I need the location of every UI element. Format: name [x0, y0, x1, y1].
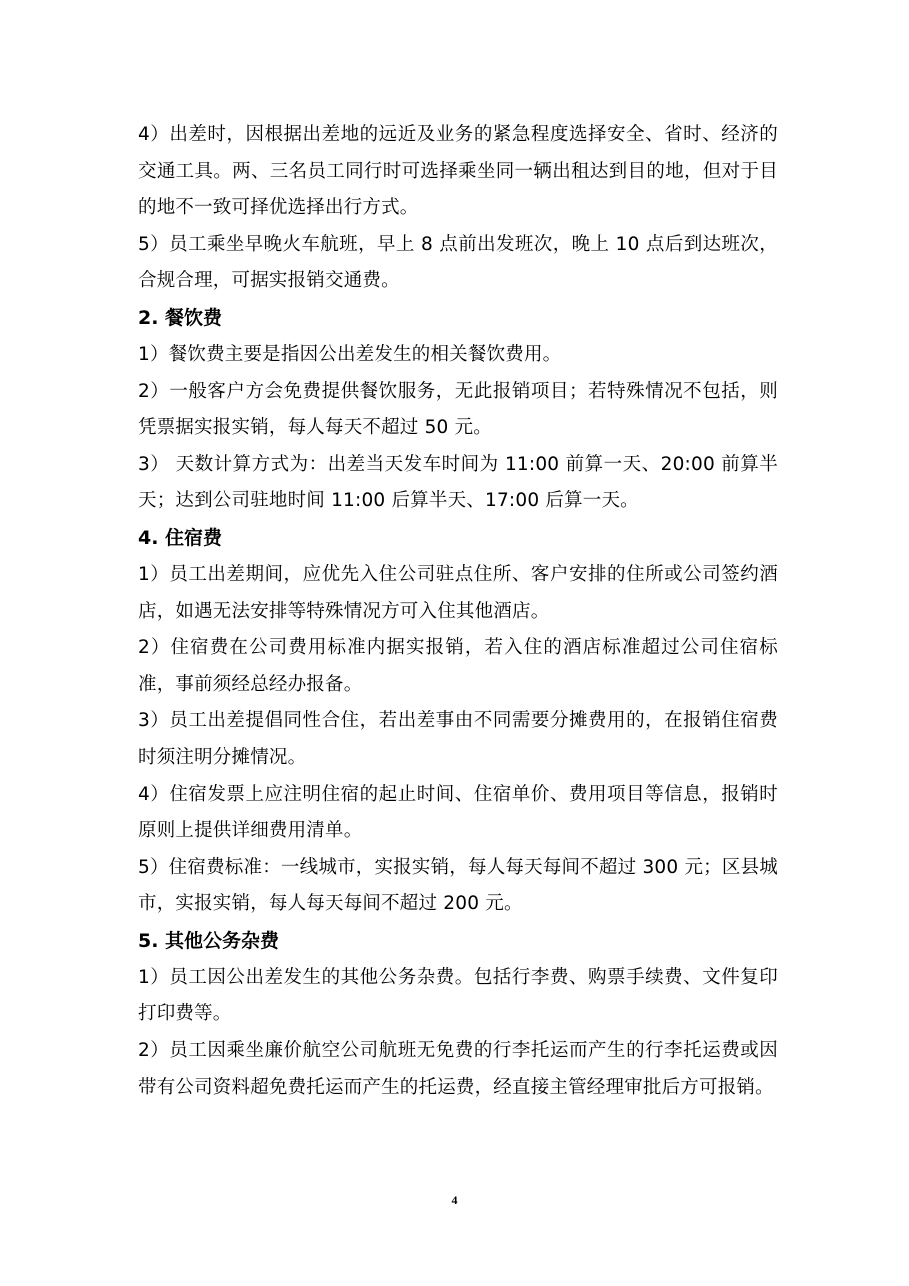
paragraph: 4）出差时，因根据出差地的远近及业务的紧急程度选择安全、省时、经济的交通工具。两、三名员工同行时可选择乘坐同一辆出租达到目的地，但对于目的地不一致可择优选择出行方式。: [138, 124, 778, 219]
section-heading: 4. 住宿费: [138, 526, 223, 549]
page-number: 4: [451, 1193, 458, 1207]
paragraph: 3） 天数计算方式为：出差当天发车时间为 11:00 前算一天、20:00 前算半天；达到公司驻地时间 11:00 后算半天、17:00 后算一天。: [138, 453, 778, 512]
paragraph: 1）员工因公出差发生的其他公务杂费。包括行李费、购票手续费、文件复印打印费等。: [138, 966, 778, 1025]
paragraph: 5）住宿费标准：一线城市，实报实销，每人每天每间不超过 300 元；区县城市，实报实销，每人每天每间不超过 200 元。: [138, 856, 778, 915]
section-heading: 5. 其他公务杂费: [138, 929, 280, 952]
paragraph: 1）餐饮费主要是指因公出差发生的相关餐饮费用。: [138, 343, 562, 365]
paragraph: 5）员工乘坐早晚火车航班，早上 8 点前出发班次，晚上 10 点后到达班次，合规合理，可据实报销交通费。: [138, 233, 778, 292]
paragraph: 2）员工因乘坐廉价航空公司航班无免费的行李托运而产生的行李托运费或因带有公司资料超免费托运而产生的托运费，经直接主管经理审批后方可报销。: [138, 1040, 778, 1098]
paragraph: 2）一般客户方会免费提供餐饮服务，无此报销项目；若特殊情况不包括，则凭票据实报实销，每人每天不超过 50 元。: [138, 380, 778, 439]
paragraph: 4）住宿发票上应注明住宿的起止时间、住宿单价、费用项目等信息，报销时原则上提供详细费用清单。: [138, 783, 778, 842]
paragraph: 3）员工出差提倡同性合住，若出差事由不同需要分摊费用的，在报销住宿费时须注明分摊情况。: [138, 710, 778, 768]
document-body: [138, 117, 778, 1106]
paragraph: 1）员工出差期间，应优先入住公司驻点住所、客户安排的住所或公司签约酒店，如遇无法安排等特殊情况方可入住其他酒店。: [138, 563, 778, 622]
section-heading: 2. 餐饮费: [138, 306, 223, 329]
paragraph: 2）住宿费在公司费用标准内据实报销，若入住的酒店标准超过公司住宿标准，事前须经总经办报备。: [138, 637, 778, 695]
